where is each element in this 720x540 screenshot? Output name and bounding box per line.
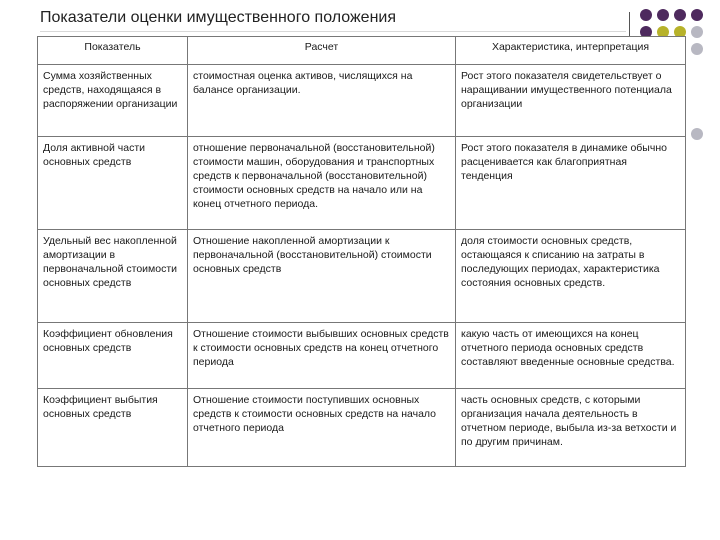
cell-indicator: Удельный вес накопленной амортизации в первоначальной стоимости основных средств (38, 230, 188, 323)
decorative-dot (691, 128, 703, 140)
cell-interpretation: Рост этого показателя свидетельствует о наращивании имущественного потенциала организации (456, 65, 686, 137)
header-divider (629, 12, 630, 38)
indicators-table (37, 36, 686, 467)
decorative-dot (691, 26, 703, 38)
decorative-dot (674, 9, 686, 21)
cell-calculation: стоимостная оценка активов, числящихся на балансе организации. (188, 65, 456, 137)
decorative-dot (640, 9, 652, 21)
cell-indicator: Коэффициент обновления основных средств (38, 323, 188, 389)
cell-interpretation: доля стоимости основных средств, остающаяся к списанию на затраты в последующих периодах, характеристика состояния основных средств. (456, 230, 686, 323)
cell-indicator: Сумма хозяйственных средств, находящаяся в распоряжении организации (38, 65, 188, 137)
cell-calculation: Отношение стоимости выбывших основных средств к стоимости основных средств на конец отчетного периода (188, 323, 456, 389)
slide-title: Показатели оценки имущественного положения (40, 9, 397, 26)
decorative-dot (657, 9, 669, 21)
cell-interpretation: часть основных средств, с которыми организация начала деятельность в отчетном периоде, выбыла из-за ветхости и по другим причинам. (456, 389, 686, 467)
table-header-row (38, 37, 686, 65)
cell-calculation: отношение первоначальной (восстановительной) стоимости машин, оборудования и транспортных средств к первоначальной (восстановительной) стоимости основных средств на начало или на конец отчетного периода. (188, 137, 456, 230)
table-row (38, 137, 686, 230)
header-interpretation: Характеристика, интерпретация (456, 37, 686, 65)
cell-interpretation: какую часть от имеющихся на конец отчетного периода основных средств составляют введенные основные средства. (456, 323, 686, 389)
header-indicator: Показатель (38, 37, 188, 65)
cell-indicator: Доля активной части основных средств (38, 137, 188, 230)
decorative-dot (691, 43, 703, 55)
cell-calculation: Отношение накопленной амортизации к первоначальной (восстановительной) стоимости основных средств (188, 230, 456, 323)
table-row (38, 230, 686, 323)
cell-interpretation: Рост этого показателя в динамике обычно расценивается как благоприятная тенденция (456, 137, 686, 230)
table-row (38, 389, 686, 467)
header-calculation: Расчет (188, 37, 456, 65)
table-row (38, 323, 686, 389)
decorative-dot (691, 9, 703, 21)
table-row (38, 65, 686, 137)
cell-indicator: Коэффициент выбытия основных средств (38, 389, 188, 467)
title-underline (40, 31, 626, 32)
cell-calculation: Отношение стоимости поступивших основных средств к стоимости основных средств на начало отчетного периода (188, 389, 456, 467)
